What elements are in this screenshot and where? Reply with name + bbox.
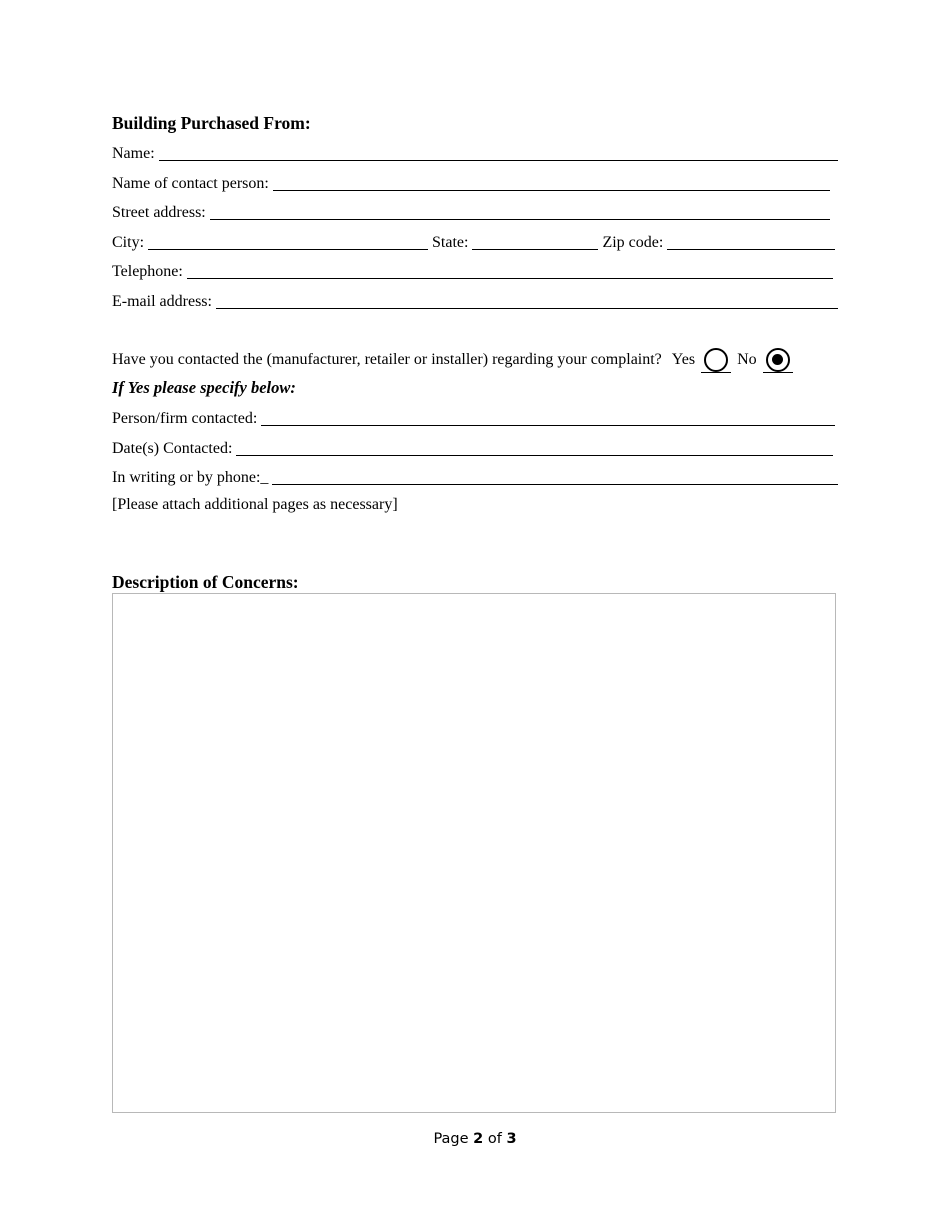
no-label: No <box>737 351 757 368</box>
email-row <box>112 290 838 312</box>
building-purchased-heading: Building Purchased From: <box>112 113 311 133</box>
dates-contacted-row <box>112 437 833 459</box>
writing-phone-field[interactable] <box>272 469 838 485</box>
zip-code-field[interactable] <box>667 234 835 250</box>
writing-phone-label: In writing or by phone:_ <box>112 469 269 486</box>
city-label: City: <box>112 234 145 251</box>
contact-question-text: Have you contacted the (manufacturer, retailer or installer) regarding your complaint? <box>112 351 662 368</box>
concerns-textarea[interactable] <box>112 593 836 1113</box>
attach-pages-note: [Please attach additional pages as necessary] <box>112 496 398 513</box>
yes-radio[interactable] <box>704 348 728 372</box>
name-row <box>112 142 838 164</box>
description-concerns-heading: Description of Concerns: <box>112 572 299 592</box>
name-field[interactable] <box>159 145 838 161</box>
state-field[interactable] <box>472 234 598 250</box>
email-field[interactable] <box>216 293 838 309</box>
page-word: Page <box>433 1131 469 1147</box>
telephone-label: Telephone: <box>112 263 183 280</box>
current-page-number: 2 <box>473 1131 484 1147</box>
email-label: E-mail address: <box>112 293 212 310</box>
writing-phone-row <box>112 466 838 488</box>
dates-contacted-label: Date(s) Contacted: <box>112 440 233 457</box>
if-yes-heading: If Yes please specify below: <box>112 378 296 397</box>
person-firm-label: Person/firm contacted: <box>112 410 258 427</box>
person-firm-row <box>112 407 835 429</box>
dates-contacted-field[interactable] <box>236 440 833 456</box>
total-pages-number: 3 <box>506 1131 517 1147</box>
contact-person-field[interactable] <box>273 175 830 191</box>
no-radio-wrap <box>763 348 793 373</box>
street-address-field[interactable] <box>210 204 830 220</box>
yes-radio-wrap <box>701 348 731 373</box>
city-field[interactable] <box>148 234 428 250</box>
contact-person-row <box>112 172 830 194</box>
zip-code-label: Zip code: <box>602 234 664 251</box>
state-label: State: <box>432 234 469 251</box>
name-label: Name: <box>112 145 155 162</box>
street-address-label: Street address: <box>112 204 206 221</box>
city-state-zip-row <box>112 231 835 253</box>
street-address-row <box>112 201 830 223</box>
no-radio[interactable] <box>766 348 790 372</box>
telephone-row <box>112 260 833 282</box>
yes-label: Yes <box>671 351 696 368</box>
person-firm-field[interactable] <box>261 410 835 426</box>
contact-question-row <box>112 346 799 374</box>
of-word: of <box>487 1131 502 1147</box>
contact-person-label: Name of contact person: <box>112 175 269 192</box>
page-footer <box>0 1131 950 1147</box>
telephone-field[interactable] <box>187 263 833 279</box>
